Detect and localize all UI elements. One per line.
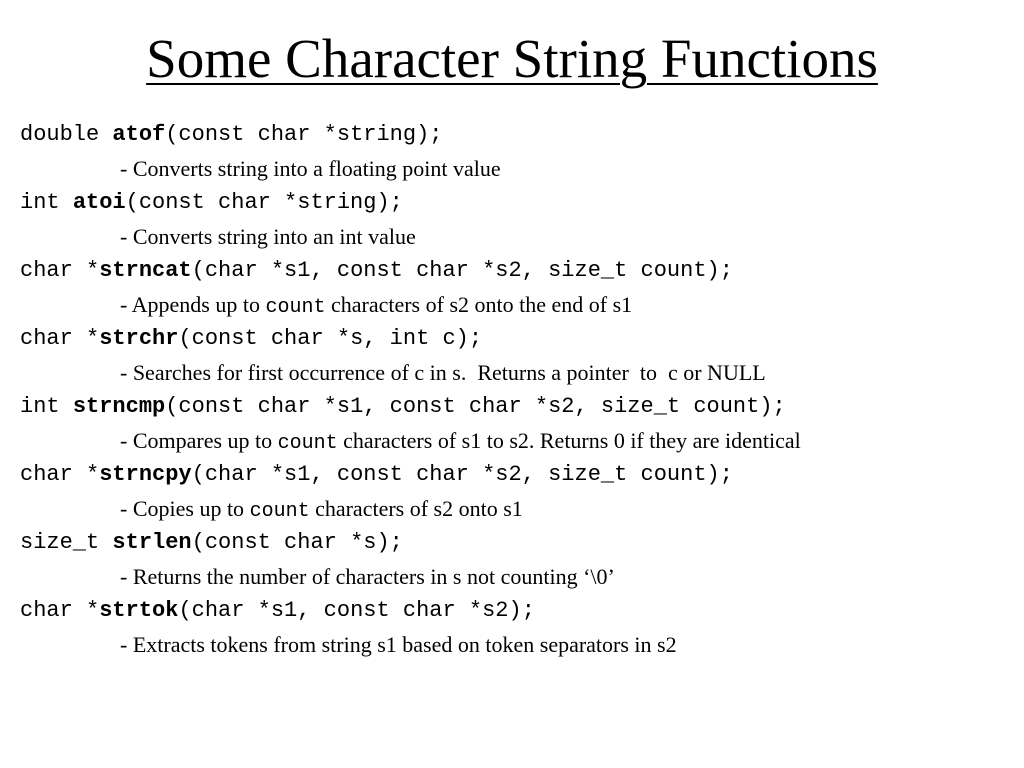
signature-params: (char *s1, const char *s2); (178, 598, 535, 623)
description-code: count (249, 500, 310, 523)
signature-params: (const char *s, int c); (178, 326, 483, 351)
signature-prefix: char * (20, 598, 100, 623)
signature-prefix: double (20, 122, 113, 147)
function-entry (20, 389, 1020, 457)
description-text: - Converts string into a floating point value (120, 156, 501, 181)
slide-title: Some Character String Functions (146, 28, 878, 89)
signature-prefix: char * (20, 462, 100, 487)
description-text: - Converts string into an int value (120, 224, 416, 249)
function-signature (20, 185, 1020, 221)
signature-params: (const char *string); (125, 190, 403, 215)
function-entry (20, 117, 1020, 185)
function-description (20, 493, 1020, 525)
function-entry (20, 525, 1020, 593)
description-text: - Searches for first occurrence of c in s. Returns a pointer to c or NULL (120, 360, 766, 385)
function-description (20, 221, 1020, 253)
function-signature (20, 253, 1020, 289)
function-entry (20, 185, 1020, 253)
description-text-tail: characters of s1 to s2. Returns 0 if they are identical (337, 428, 801, 453)
description-text: - Appends up to (120, 292, 266, 317)
function-name: strchr (99, 326, 179, 351)
function-entry (20, 321, 1020, 389)
description-text-tail: characters of s2 onto s1 (309, 496, 523, 521)
function-signature (20, 457, 1020, 493)
function-signature (20, 389, 1020, 425)
function-description (20, 425, 1020, 457)
function-name: atoi (72, 190, 126, 215)
signature-params: (const char *s); (191, 530, 403, 555)
description-text: - Copies up to (120, 496, 250, 521)
signature-params: (char *s1, const char *s2, size_t count); (191, 258, 733, 283)
function-name: strncpy (99, 462, 192, 487)
signature-prefix: char * (20, 258, 100, 283)
description-code: count (265, 296, 326, 319)
function-name: atof (112, 122, 166, 147)
function-description (20, 629, 1020, 661)
description-text: - Compares up to (120, 428, 278, 453)
signature-prefix: int (20, 394, 73, 419)
signature-prefix: size_t (20, 530, 113, 555)
function-description (20, 153, 1020, 185)
function-name: strlen (112, 530, 192, 555)
function-name: strncat (99, 258, 192, 283)
function-entry (20, 253, 1020, 321)
signature-prefix: int (20, 190, 73, 215)
function-description (20, 561, 1020, 593)
function-signature (20, 117, 1020, 153)
function-signature (20, 321, 1020, 357)
signature-prefix: char * (20, 326, 100, 351)
function-name: strtok (99, 598, 179, 623)
description-code: count (277, 432, 338, 455)
function-list (20, 117, 1020, 661)
function-name: strncmp (72, 394, 166, 419)
signature-params: (const char *string); (165, 122, 443, 147)
description-text-tail: characters of s2 onto the end of s1 (325, 292, 633, 317)
function-signature (20, 525, 1020, 561)
signature-params: (char *s1, const char *s2, size_t count); (191, 462, 733, 487)
function-description (20, 289, 1020, 321)
function-entry (20, 593, 1020, 661)
description-text: - Extracts tokens from string s1 based on token separators in s2 (120, 632, 677, 657)
description-text: - Returns the number of characters in s not counting ‘\0’ (120, 564, 615, 589)
signature-params: (const char *s1, const char *s2, size_t count); (165, 394, 786, 419)
function-description (20, 357, 1020, 389)
function-signature (20, 593, 1020, 629)
function-entry (20, 457, 1020, 525)
